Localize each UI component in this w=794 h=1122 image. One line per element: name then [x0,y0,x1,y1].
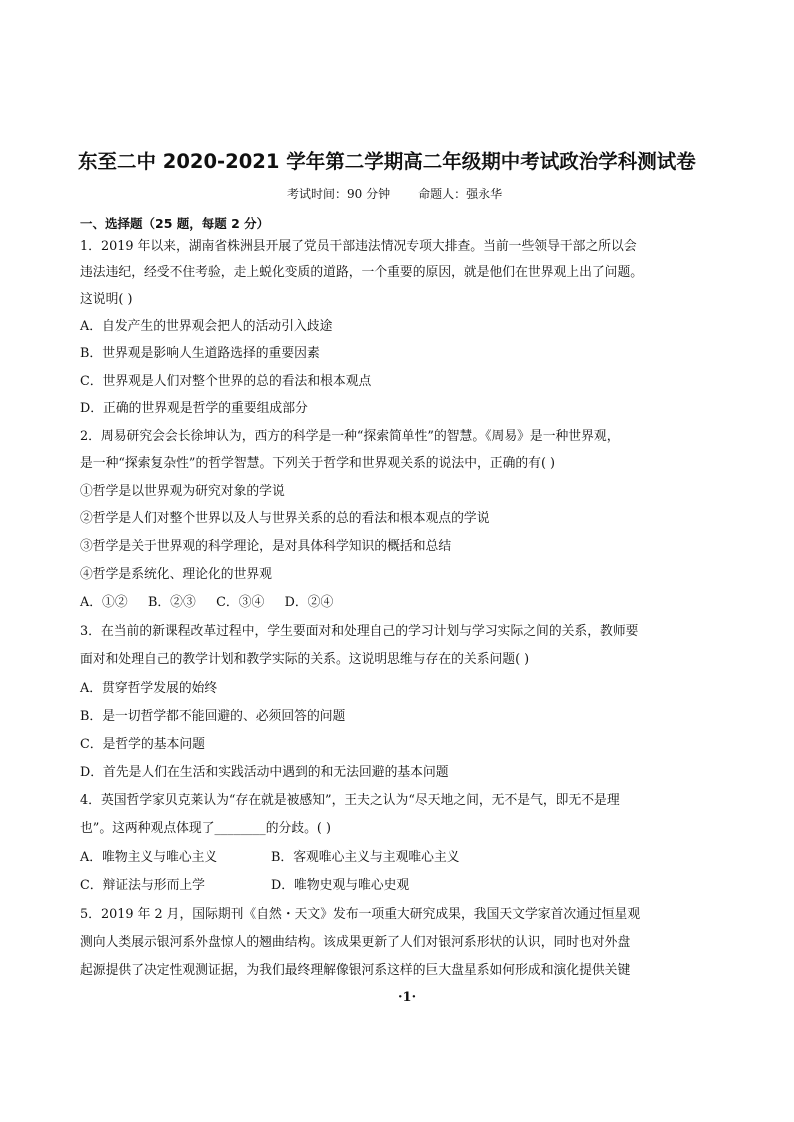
q4-stem-line: 4．英国哲学家贝克莱认为“存在就是被感知”，王夫之认为“尽天地之间，无不是气，即无不是理 [80,793,620,808]
q1-option-a: A．自发产生的世界观会把人的活动引入歧途 [80,319,333,334]
q2-stem-line: 是一种“探索复杂性”的哲学智慧。下列关于哲学和世界观关系的说法中，正确的有( ) [80,456,556,471]
q3-stem-line: 3．在当前的新课程改革过程中，学生要面对和处理自己的学习计划与学习实际之间的关系，教师要 [80,624,639,639]
q2-statement-4: ④哲学是系统化、理论化的世界观 [80,567,272,582]
q5-stem-line: 测向人类展示银河系外盘惊人的翘曲结构。该成果更新了人们对银河系形状的认识，同时也对外盘 [80,935,631,950]
q1-stem-line: 1．2019 年以来，湖南省株洲县开展了党员干部违法情况专项大排查。当前一些领导干部之所以会 [80,239,637,254]
q4-option-d: D．唯物史观与唯心史观 [271,878,410,893]
q2-options: A．①② B．②③ C．③④ D．②④ [80,595,334,610]
exam-author: 命题人：强永华 [418,187,503,201]
q3-option-c: C．是哲学的基本问题 [80,737,205,752]
q5-stem-line: 5．2019 年 2 月，国际期刊《自然・天文》发布一项重大研究成果，我国天文学家首次通过恒星观 [80,907,641,922]
q5-stem-line: 起源提供了决定性观测证据，为我们最终理解像银河系这样的巨大盘星系如何形成和演化提供关键 [80,963,631,978]
q4-option-c: C．辩证法与形而上学 [80,878,205,893]
q4-option-a: A．唯物主义与唯心主义 [80,850,218,865]
q1-option-c: C．世界观是人们对整个世界的总的看法和根本观点 [80,374,372,389]
q1-stem-line: 违法违纪，经受不住考验，走上蜕化变质的道路，一个重要的原因，就是他们在世界观上出了问题。 [80,265,644,280]
exam-time: 考试时间：90 分钟 [287,187,391,201]
q2-statement-2: ②哲学是人们对整个世界以及人与世界关系的总的看法和根本观点的学说 [80,511,490,526]
q1-option-d: D．正确的世界观是哲学的重要组成部分 [80,401,308,416]
q3-stem-line: 面对和处理自己的教学计划和教学实际的关系。这说明思维与存在的关系问题( ) [80,652,530,667]
q2-stem-line: 2．周易研究会会长徐坤认为，西方的科学是一种“探索简单性”的智慧。《周易》是一种世界观， [80,429,620,444]
exam-title: 东至二中 2020-2021 学年第二学期高二年级期中考试政治学科测试卷 [78,150,696,173]
q4-option-b: B．客观唯心主义与主观唯心主义 [271,850,460,865]
section-heading: 一、选择题（25 题，每题 2 分） [80,216,270,231]
exam-subtitle [287,185,502,202]
page-number: ·1· [398,990,417,1005]
q2-statement-3: ③哲学是关于世界观的科学理论，是对具体科学知识的概括和总结 [80,539,452,554]
q3-option-b: B．是一切哲学都不能回避的、必须回答的问题 [80,709,346,724]
q3-option-d: D．首先是人们在生活和实践活动中遇到的和无法回避的基本问题 [80,765,449,780]
q1-stem-line: 这说明( ) [80,292,133,307]
q3-option-a: A．贯穿哲学发展的始终 [80,681,218,696]
q1-option-b: B．世界观是影响人生道路选择的重要因素 [80,346,320,361]
q2-statement-1: ①哲学是以世界观为研究对象的学说 [80,484,285,499]
q4-stem-line: 也”。这两种观点体现了________的分歧。( ) [80,821,331,836]
